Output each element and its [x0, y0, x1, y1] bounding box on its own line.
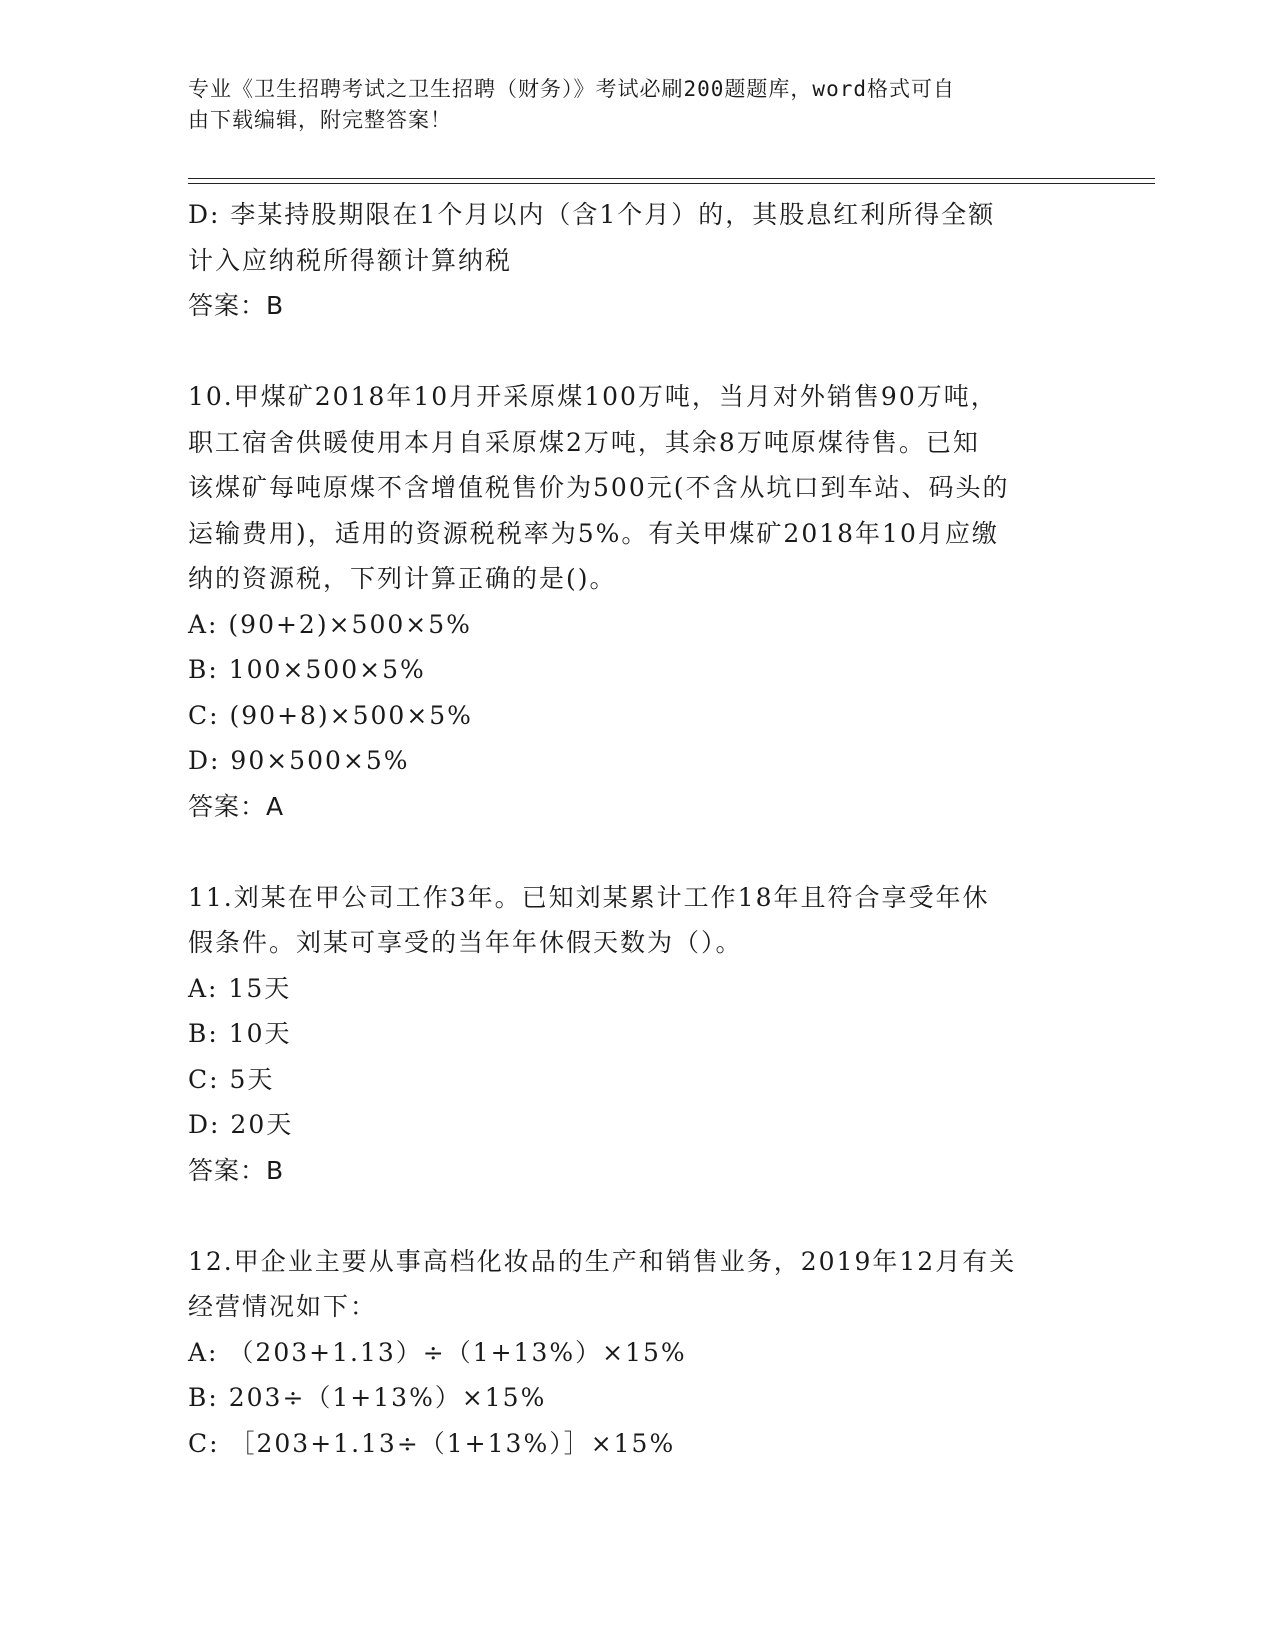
- option-b: B: 10天: [188, 1019, 292, 1048]
- question-stem-line: 经营情况如下：: [188, 1292, 378, 1321]
- question-stem-line: 10.甲煤矿2018年10月开采原煤100万吨，当月对外销售90万吨，: [188, 382, 998, 411]
- question-12: [188, 1239, 1078, 1467]
- question-stem-line: 纳的资源税，下列计算正确的是()。: [188, 564, 617, 593]
- question-gap: [188, 329, 1078, 375]
- question-11: [188, 875, 1078, 1194]
- option-d-line-2: 计入应纳税所得额计算纳税: [188, 245, 513, 275]
- option-c: C: 5天: [188, 1064, 275, 1094]
- question-gap: [188, 829, 1078, 875]
- prev-question-tail: [188, 192, 1078, 329]
- answer-line: 答案：A: [188, 791, 285, 821]
- answer-line: 答案：B: [188, 291, 285, 320]
- option-d: D: 90×500×5%: [188, 746, 410, 775]
- document-header: [188, 74, 1068, 136]
- header-line-2: 由下载编辑，附完整答案！: [188, 108, 452, 132]
- option-c: C: ［203+1.13÷（1+13%）］×15%: [188, 1428, 676, 1458]
- question-content: [188, 192, 1078, 1466]
- option-d-line-1: D: 李某持股期限在1个月以内（含1个月）的，其股息红利所得全额: [188, 200, 996, 229]
- answer-line: 答案：B: [188, 1155, 285, 1185]
- option-c: C: (90+8)×500×5%: [188, 700, 473, 730]
- header-line-1: 专业《卫生招聘考试之卫生招聘（财务）》考试必刷200题题库，word格式可自: [188, 77, 955, 101]
- option-b: B: 100×500×5%: [188, 655, 426, 684]
- question-stem-line: 12.甲企业主要从事高档化妆品的生产和销售业务，2019年12月有关: [188, 1246, 1017, 1276]
- question-gap: [188, 1193, 1078, 1239]
- header-divider-top: [188, 178, 1155, 179]
- question-10: [188, 374, 1078, 829]
- question-stem-line: 职工宿舍供暖使用本月自采原煤2万吨，其余8万吨原煤待售。已知: [188, 427, 980, 457]
- option-b: B: 203÷（1+13%）×15%: [188, 1383, 547, 1412]
- question-stem-line: 假条件。刘某可享受的当年年休假天数为（）。: [188, 928, 743, 957]
- question-stem-line: 11.刘某在甲公司工作3年。已知刘某累计工作18年且符合享受年休: [188, 882, 990, 912]
- option-a: A: 15天: [188, 973, 292, 1003]
- option-a: A: （203+1.13）÷（1+13%）×15%: [188, 1337, 687, 1367]
- option-a: A: (90+2)×500×5%: [188, 609, 472, 639]
- option-d: D: 20天: [188, 1110, 294, 1139]
- header-divider-bottom: [188, 183, 1155, 184]
- question-stem-line: 运输费用)，适用的资源税税率为5%。有关甲煤矿2018年10月应缴: [188, 518, 999, 548]
- question-stem-line: 该煤矿每吨原煤不含增值税售价为500元(不含从坑口到车站、码头的: [188, 473, 1010, 502]
